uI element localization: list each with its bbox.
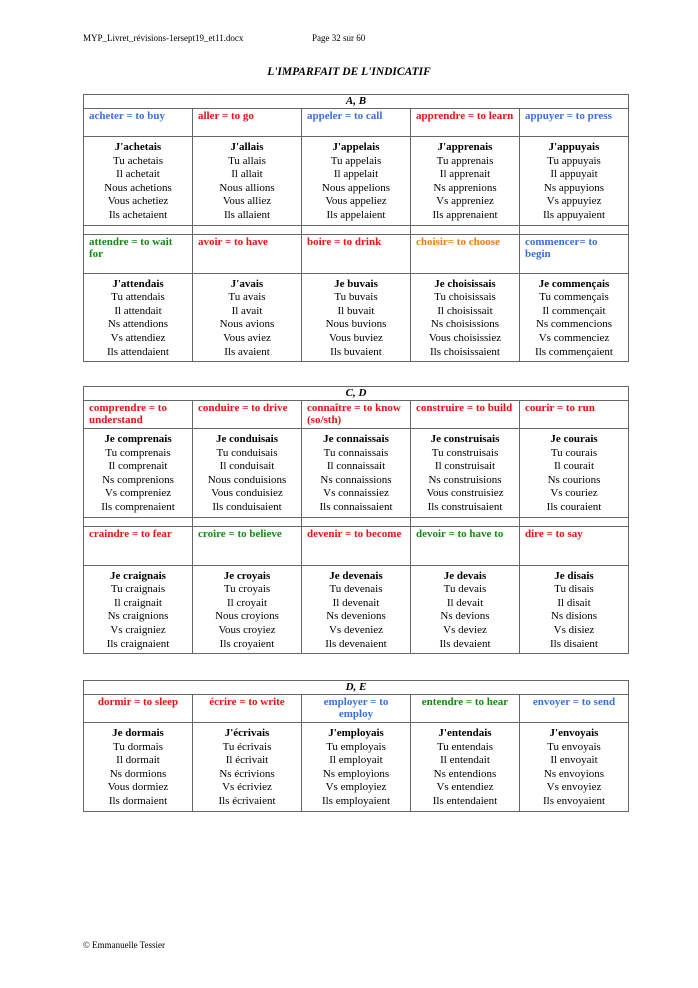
conjugation-cell <box>301 274 410 362</box>
conjugation-form-je: Je dormais <box>112 727 164 739</box>
page-title: L'IMPARFAIT DE L'INDICATIF <box>267 66 431 78</box>
conjugation-cell <box>301 723 410 811</box>
conjugation-form: Ils écrivaient <box>218 794 276 807</box>
conjugation-form: Ils dormaient <box>108 794 168 807</box>
conjugation-form: Vs disiez <box>553 623 595 636</box>
conjugation-form: Tu employais <box>326 740 386 753</box>
conjugation-form: Vs attendiez <box>110 331 166 344</box>
conjugation-form-je: Je buvais <box>334 277 378 290</box>
conjugation-form: Vous appeliez <box>325 195 387 208</box>
conjugation-form: Vs deviez <box>443 623 487 636</box>
verb-header: appuyer = to press <box>519 109 628 136</box>
conjugation-form-je: Je connaissais <box>323 433 389 445</box>
conjugation-form-je: Je commençais <box>538 277 610 290</box>
conjugation-form: Vous choisissiez <box>428 331 502 344</box>
conjugation-form: Il achetait <box>116 168 160 181</box>
conjugation-form: Ns devions <box>440 610 490 623</box>
verb-header: construire = to build <box>410 401 519 428</box>
conjugation-form: Vs couriez <box>550 487 598 500</box>
conjugation-form: Tu courais <box>550 446 598 459</box>
conjugation-form: Tu croyais <box>223 583 271 596</box>
conjugation-cell <box>192 429 301 517</box>
conjugation-form: Il choisissait <box>437 304 493 317</box>
conjugation-form: Tu conduisais <box>216 446 278 459</box>
conjugation-form: Nous allions <box>219 181 275 194</box>
verb-header: écrire = to write <box>192 695 301 722</box>
conjugation-cell <box>192 566 301 654</box>
conjugation-form: Tu achetais <box>112 154 163 167</box>
spacer-cell <box>410 518 519 526</box>
conjugation-cell <box>301 137 410 225</box>
conjugation-cell <box>519 723 628 811</box>
conjugation-form: Tu connaissais <box>323 446 389 459</box>
conjugation-form: Ils conduisaient <box>212 500 282 513</box>
verb-header: boire = to drink <box>301 235 410 273</box>
conjugation-form: Ns choisissions <box>430 318 500 331</box>
conjugation-form: Tu comprenais <box>105 446 171 459</box>
conjugation-form: Vs commenciez <box>538 331 610 344</box>
verb-header: conduire = to drive <box>192 401 301 428</box>
conjugation-form: Tu commençais <box>539 291 609 304</box>
conjugation-form: Tu entendais <box>436 740 494 753</box>
verb-header: courir = to run <box>519 401 628 428</box>
conjugation-form: Ils connaissaient <box>319 500 393 513</box>
verb-row <box>84 401 628 429</box>
conjugation-form-je: J'allais <box>230 141 264 153</box>
conjugation-form: Il devait <box>446 596 484 609</box>
conjugation-form: Tu devenais <box>329 583 383 596</box>
conjugation-row <box>84 429 628 518</box>
conjugation-form: Tu envoyais <box>547 740 601 753</box>
conjugation-form: Il apprenait <box>439 168 491 181</box>
conjugation-form: Ns entendions <box>433 767 497 780</box>
verb-header: devoir = to have to <box>410 527 519 565</box>
verb-row <box>84 235 628 274</box>
section-heading: D, E <box>84 681 628 695</box>
conjugation-form: Il commençait <box>542 304 606 317</box>
page-number: Page 32 sur 60 <box>312 33 366 43</box>
conjugation-form: Il croyait <box>226 596 267 609</box>
conjugation-form: Ils comprenaient <box>101 500 175 513</box>
conjugation-form-je: Je croyais <box>223 569 271 582</box>
spacer-cell <box>192 226 301 234</box>
conjugation-form: Ns craignions <box>107 610 169 623</box>
conjugation-form: Nous buvions <box>325 318 387 331</box>
verb-header: commencer= to begin <box>519 235 628 273</box>
verb-header: dire = to say <box>519 527 628 565</box>
conjugation-form: Ns courions <box>547 473 601 486</box>
conjugation-form: Nous appelions <box>321 181 391 194</box>
conjugation-form: Tu choisissais <box>434 291 496 304</box>
conjugation-cell <box>84 274 192 362</box>
verb-header: employer = to employ <box>301 695 410 722</box>
conjugation-form-je: Je devais <box>443 569 487 582</box>
conjugation-cell <box>84 429 192 517</box>
conjugation-form: Tu craignais <box>110 583 166 596</box>
conjugation-form: Il allait <box>231 168 263 181</box>
conjugation-form: Nous achetions <box>104 181 172 194</box>
conjugation-form: Ils employaient <box>321 794 391 807</box>
conjugation-cell <box>519 429 628 517</box>
conjugation-form: Ns devenions <box>326 610 386 623</box>
conjugation-form: Tu apprenais <box>436 154 494 167</box>
conjugation-form: Ils couraient <box>546 500 602 513</box>
conjugation-form-je: Je craignais <box>110 569 166 582</box>
conjugation-form: Il craignait <box>114 596 162 609</box>
verb-header: attendre = to wait for <box>89 235 173 260</box>
conjugation-form-je: Je courais <box>550 433 598 445</box>
conjugation-table <box>83 680 629 812</box>
conjugation-form: Il connaissait <box>326 460 386 473</box>
conjugation-form-je: J'employais <box>328 727 384 739</box>
conjugation-form: Ns envoyions <box>543 767 605 780</box>
conjugation-form: Tu appuyais <box>547 154 601 167</box>
verb-header: connaître = to know (so/sth) <box>301 401 410 428</box>
conjugation-form-je: Je devenais <box>329 569 383 582</box>
spacer-cell <box>84 226 192 234</box>
spacer-row <box>84 226 628 235</box>
conjugation-cell <box>519 137 628 225</box>
conjugation-form: Tu buvais <box>334 291 378 304</box>
conjugation-form-je: Je conduisais <box>215 433 279 445</box>
conjugation-table <box>83 386 629 654</box>
conjugation-cell <box>84 566 192 654</box>
conjugation-form: Il avait <box>231 304 263 317</box>
conjugation-form: Vs deveniez <box>328 623 384 636</box>
conjugation-form-je: J'appelais <box>332 141 380 153</box>
conjugation-cell <box>84 723 192 811</box>
footer-copyright: © Emmanuelle Tessier <box>83 940 166 950</box>
conjugation-cell <box>519 274 628 362</box>
conjugation-form: Ils buvaient <box>330 345 382 358</box>
conjugation-form: Vous construisiez <box>426 487 504 500</box>
conjugation-cell <box>410 566 519 654</box>
conjugation-cell <box>410 137 519 225</box>
conjugation-form-je: J'attendais <box>112 277 164 290</box>
conjugation-form: Vs écriviez <box>222 781 272 794</box>
conjugation-form: Il entendait <box>440 754 490 767</box>
conjugation-form: Ils croyaient <box>219 637 275 650</box>
verb-header: craindre = to fear <box>89 527 172 540</box>
conjugation-cell <box>410 723 519 811</box>
spacer-cell <box>519 518 628 526</box>
conjugation-form-je: J'achetais <box>114 141 162 153</box>
section-heading: C, D <box>84 387 628 401</box>
conjugation-form: Vs craigniez <box>110 623 166 636</box>
verb-row <box>84 109 628 137</box>
conjugation-form: Il appelait <box>333 168 379 181</box>
conjugation-form: Tu construisais <box>431 446 499 459</box>
conjugation-form: Vs employiez <box>325 781 387 794</box>
conjugation-form-je: J'envoyais <box>549 727 599 739</box>
verb-row <box>84 527 628 566</box>
conjugation-form: Tu écrivais <box>222 740 272 753</box>
conjugation-form: Vous aviez <box>223 331 271 344</box>
spacer-cell <box>519 226 628 234</box>
conjugation-form: Nous croyions <box>215 610 279 623</box>
conjugation-form: Ils disaient <box>550 637 598 650</box>
conjugation-form: Ils construisaient <box>427 500 503 513</box>
conjugation-form: Vs appreniez <box>436 195 494 208</box>
conjugation-form: Ns disions <box>550 610 598 623</box>
conjugation-form: Ils apprenaient <box>432 208 498 221</box>
conjugation-form: Il écrivait <box>225 754 269 767</box>
conjugation-form: Ns comprenions <box>102 473 174 486</box>
verb-header: dormir = to sleep <box>97 696 179 708</box>
conjugation-form: Il appuyait <box>550 168 598 181</box>
spacer-cell <box>192 518 301 526</box>
document-filename: MYP_Livret_révisions-1ersept19_et11.docx <box>83 33 244 43</box>
conjugation-form: Ns employions <box>322 767 390 780</box>
conjugation-table <box>83 94 629 362</box>
conjugation-form: Il disait <box>557 596 591 609</box>
conjugation-form: Vs compreniez <box>104 487 172 500</box>
conjugation-row <box>84 566 628 654</box>
conjugation-cell <box>192 723 301 811</box>
conjugation-cell <box>84 137 192 225</box>
conjugation-form: Il courait <box>553 460 594 473</box>
conjugation-form: Tu dormais <box>112 740 164 753</box>
conjugation-form-je: Je comprenais <box>104 433 172 445</box>
conjugation-form: Il buvait <box>337 304 375 317</box>
verb-row <box>84 695 628 723</box>
conjugation-form-je: Je disais <box>554 569 594 582</box>
conjugation-cell <box>301 429 410 517</box>
conjugation-form-je: J'appuyais <box>548 141 600 153</box>
verb-header: choisir= to choose <box>410 235 519 273</box>
verb-header: acheter = to buy <box>89 110 166 122</box>
verb-header: croire = to believe <box>192 527 301 565</box>
conjugation-form: Il construisait <box>434 460 496 473</box>
conjugation-cell <box>410 274 519 362</box>
conjugation-form: Vous buviez <box>329 331 383 344</box>
conjugation-form: Nous conduisions <box>207 473 287 486</box>
conjugation-form: Ns attendions <box>107 318 169 331</box>
conjugation-form: Ils envoyaient <box>542 794 605 807</box>
conjugation-form: Nous avions <box>219 318 275 331</box>
conjugation-form: Ils appelaient <box>326 208 386 221</box>
conjugation-form: Ns apprenions <box>433 181 497 194</box>
conjugation-form: Il employait <box>329 754 383 767</box>
conjugation-form: Vs envoyiez <box>546 781 602 794</box>
conjugation-form: Ns écrivions <box>219 767 275 780</box>
conjugation-form: Ils craignaient <box>106 637 170 650</box>
conjugation-form: Il comprenait <box>108 460 168 473</box>
conjugation-form-je: J'écrivais <box>224 727 270 739</box>
conjugation-form: Ils avaient <box>224 345 270 358</box>
conjugation-form: Ils achetaient <box>108 208 168 221</box>
conjugation-form: Vs connaissiez <box>323 487 389 500</box>
verb-header: apprendre = to learn <box>410 109 519 136</box>
conjugation-form: Vous conduisiez <box>211 487 283 500</box>
conjugation-form-je: Je construisais <box>430 433 500 445</box>
conjugation-form: Vous croyiez <box>218 623 276 636</box>
conjugation-cell <box>301 566 410 654</box>
verb-header: comprendre = to understand <box>89 402 167 426</box>
conjugation-form-je: J'entendais <box>438 727 492 739</box>
conjugation-form: Il attendait <box>114 304 162 317</box>
spacer-row <box>84 518 628 527</box>
conjugation-form: Vous alliez <box>222 195 272 208</box>
verb-header: entendre = to hear <box>410 695 519 722</box>
conjugation-form: Vs appuyiez <box>546 195 602 208</box>
conjugation-cell <box>410 429 519 517</box>
conjugation-form-je: J'apprenais <box>437 141 493 153</box>
conjugation-form: Tu avais <box>228 291 266 304</box>
verb-header: devenir = to become <box>301 527 410 565</box>
conjugation-form: Tu attendais <box>111 291 165 304</box>
conjugation-form: Vs entendiez <box>436 781 494 794</box>
conjugation-row <box>84 723 628 811</box>
conjugation-form: Vous dormiez <box>107 781 169 794</box>
verb-header: envoyer = to send <box>519 695 628 722</box>
conjugation-form: Il envoyait <box>550 754 598 767</box>
conjugation-form: Ils attendaient <box>106 345 169 358</box>
conjugation-form: Ils devaient <box>439 637 491 650</box>
conjugation-row <box>84 137 628 226</box>
conjugation-form: Ns appuyions <box>543 181 605 194</box>
conjugation-row <box>84 274 628 362</box>
spacer-cell <box>301 518 410 526</box>
conjugation-cell <box>192 274 301 362</box>
conjugation-form: Ils appuyaient <box>542 208 605 221</box>
spacer-cell <box>84 518 192 526</box>
conjugation-cell <box>192 137 301 225</box>
conjugation-form: Ns dormions <box>109 767 167 780</box>
conjugation-form: Ils commençaient <box>535 345 613 358</box>
spacer-cell <box>410 226 519 234</box>
conjugation-form-je: Je choisissais <box>434 277 496 290</box>
conjugation-form: Il devenait <box>332 596 380 609</box>
conjugation-form: Tu disais <box>554 583 594 596</box>
conjugation-form: Ils allaient <box>223 208 271 221</box>
spacer-cell <box>301 226 410 234</box>
conjugation-cell <box>519 566 628 654</box>
conjugation-form: Ils choisissaient <box>430 345 500 358</box>
conjugation-form: Vous achetiez <box>107 195 169 208</box>
conjugation-form: Tu appelais <box>330 154 382 167</box>
conjugation-form: Il conduisait <box>219 460 275 473</box>
conjugation-form: Ns construisions <box>428 473 502 486</box>
conjugation-form: Ils entendaient <box>432 794 498 807</box>
conjugation-form-je: J'avais <box>230 277 264 290</box>
conjugation-form: Tu devais <box>443 583 487 596</box>
conjugation-form: Ils devenaient <box>325 637 387 650</box>
section-heading: A, B <box>84 95 628 109</box>
conjugation-form: Tu allais <box>228 154 266 167</box>
conjugation-form: Ns commencions <box>535 318 613 331</box>
verb-header: appeler = to call <box>301 109 410 136</box>
conjugation-form: Ns connaissions <box>320 473 392 486</box>
conjugation-form: Il dormait <box>116 754 160 767</box>
verb-header: avoir = to have <box>192 235 301 273</box>
verb-header: aller = to go <box>192 109 301 136</box>
